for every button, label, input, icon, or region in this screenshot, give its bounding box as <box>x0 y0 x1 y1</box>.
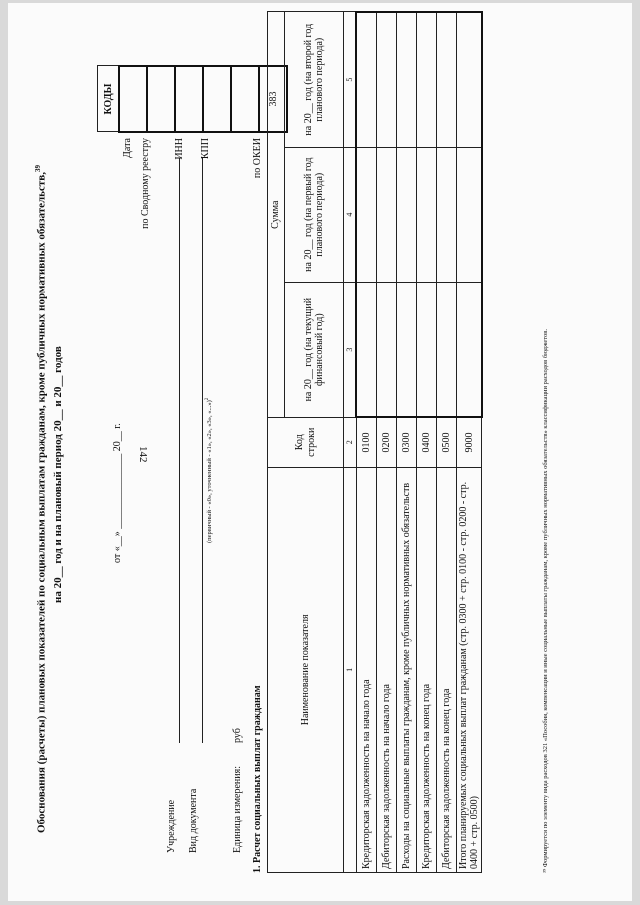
row-code: 0300 <box>397 417 417 467</box>
row-value-year2[interactable] <box>437 147 457 282</box>
rotated-form <box>22 13 622 893</box>
code-registry[interactable] <box>147 66 175 132</box>
row-value-year2[interactable] <box>457 147 482 282</box>
row-code: 0500 <box>437 417 457 467</box>
doc-type-field[interactable] <box>202 158 203 743</box>
col-num-4: 4 <box>344 147 357 282</box>
unit-label: Единица измерения: <box>232 766 243 853</box>
row-value-year2[interactable] <box>417 147 437 282</box>
code-date[interactable] <box>119 66 147 132</box>
row-value-year1[interactable] <box>377 282 397 417</box>
table-row <box>457 12 482 873</box>
row-name: Расходы на социальные выплаты гражданам, кроме публичных нормативных обязательств <box>397 467 417 872</box>
institution-label: Учреждение <box>166 799 177 853</box>
row-name: Кредиторская задолженность на начало года <box>356 467 377 872</box>
row-value-year3[interactable] <box>417 12 437 147</box>
table-row <box>377 12 397 873</box>
form-title-line2: на 20__ год и на плановый период 20__ и 20__ годов <box>52 346 64 603</box>
section-title: 1. Расчет социальных выплат гражданам <box>252 685 263 873</box>
col-header-year1: на 20__ год (на текущий финансовый год) <box>285 282 344 417</box>
codes-label-registry: по Сводному реестру <box>140 138 151 229</box>
codes-header: КОДЫ <box>98 66 120 132</box>
row-value-year2[interactable] <box>397 147 417 282</box>
row-code: 0400 <box>417 417 437 467</box>
row-value-year3[interactable] <box>457 12 482 147</box>
row-value-year1[interactable] <box>356 282 377 417</box>
row-value-year1[interactable] <box>417 282 437 417</box>
row-value-year3[interactable] <box>437 12 457 147</box>
date-line: от «__» _______________ 20__ г. <box>112 423 123 563</box>
title-footnote-ref: 39 <box>34 165 42 173</box>
form-title-line1: Обоснования (расчеты) плановых показателей по социальным выплатам гражданам, кроме публичных нормативных обязательств,$^{39}$ <box>34 165 48 833</box>
col-header-code: Код строки <box>268 417 344 467</box>
row-name: Дебиторская задолженность на конец года <box>437 467 457 872</box>
codes-table <box>97 65 288 133</box>
table-row <box>417 12 437 873</box>
col-header-sum: Сумма <box>268 12 285 417</box>
page-number: 142 <box>137 446 149 463</box>
row-value-year3[interactable] <box>377 12 397 147</box>
code-inn[interactable] <box>175 66 203 132</box>
institution-field[interactable] <box>179 158 180 743</box>
row-code: 0100 <box>356 417 377 467</box>
col-header-name: Наименование показателя <box>268 467 344 872</box>
row-code: 0200 <box>377 417 397 467</box>
footnote: ³⁹ Формируется по элементу вида расходов 321 «Пособия, компенсации и иные социальные выплаты гражданам, кроме публичных нормативных обязательств» классификации расходов бюджетов. <box>542 329 549 873</box>
social-payments-table <box>267 11 483 873</box>
row-value-year1[interactable] <box>397 282 417 417</box>
row-value-year2[interactable] <box>356 147 377 282</box>
col-header-year2: на 20__ год (на первый год планового периода) <box>285 147 344 282</box>
code-blank[interactable] <box>231 66 259 132</box>
doc-type-hint-ref: 2 <box>205 397 210 401</box>
col-num-5: 5 <box>344 12 357 147</box>
row-value-year3[interactable] <box>397 12 417 147</box>
row-name: Кредиторская задолженность на конец года <box>417 467 437 872</box>
table-row <box>437 12 457 873</box>
row-value-year1[interactable] <box>457 282 482 417</box>
row-code: 9000 <box>457 417 482 467</box>
row-value-year3[interactable] <box>356 12 377 147</box>
document-page <box>8 3 632 901</box>
row-name: Итого планируемых социальных выплат гражданам (стр. 0300 + стр. 0100 - стр. 0200 - стр. 0400 + стр. 0500) <box>457 467 482 872</box>
code-kpp[interactable] <box>203 66 231 132</box>
col-num-2: 2 <box>344 417 357 467</box>
code-okei[interactable]: 383 <box>259 66 287 132</box>
codes-label-date: Дата <box>122 138 133 158</box>
table-row <box>397 12 417 873</box>
codes-label-inn: ИНН <box>174 138 185 160</box>
codes-label-kpp: КПП <box>200 138 211 160</box>
doc-type-hint: (первичный - «0», уточненный - «1», «2», «3», «...»)$^2$ <box>205 397 214 543</box>
doc-type-label: Вид документа <box>188 788 199 853</box>
row-value-year2[interactable] <box>377 147 397 282</box>
unit-value: руб <box>232 728 243 743</box>
table-row <box>356 12 377 873</box>
codes-label-okei: по ОКЕИ <box>252 138 263 179</box>
col-num-3: 3 <box>344 282 357 417</box>
row-name: Дебиторская задолженность на начало года <box>377 467 397 872</box>
row-value-year1[interactable] <box>437 282 457 417</box>
col-header-year3: на 20__ год (на второй год планового периода) <box>285 12 344 147</box>
col-num-1: 1 <box>344 467 357 872</box>
